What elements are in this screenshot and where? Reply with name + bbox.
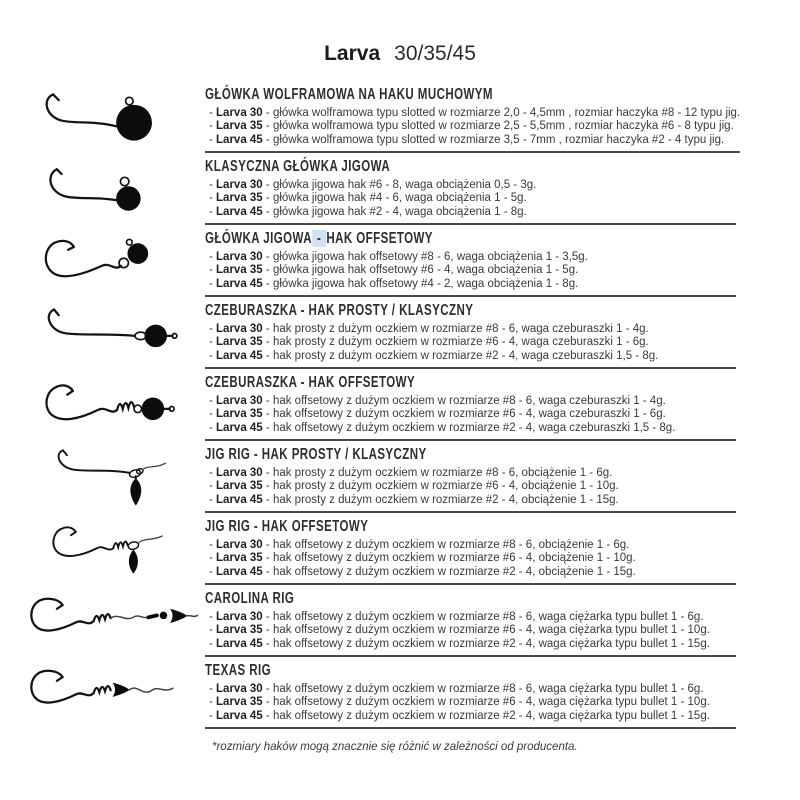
jig-head-offset-hook-illustration <box>0 226 205 298</box>
section-content <box>205 154 736 226</box>
wire-loop-icon <box>172 334 177 339</box>
classic-jig-head-icon <box>23 156 183 224</box>
hook-barb-icon <box>57 677 63 681</box>
model-desc: - hak offsetowy z dużym oczkiem w rozmiarze #6 - 4, waga ciężarka typu bullet 1 - 10g. <box>262 624 710 637</box>
carolina-rig-icon <box>9 589 201 655</box>
model-name: Larva 45 <box>216 349 263 362</box>
texas-rig-illustration <box>0 658 205 730</box>
model-desc: - hak offsetowy z dużym oczkiem w rozmiarze #6 - 4, obciążenie 1 - 10g. <box>262 552 636 565</box>
section-content <box>205 658 736 730</box>
leader-line-icon <box>142 463 165 469</box>
spring-coil-icon <box>94 686 111 693</box>
spec-line: - Larva 45 - hak prosty z dużym oczkiem w rozmiarze #2 - 4, obciążenie 1 - 15g. <box>209 493 619 506</box>
footnote: *rozmiary haków mogą znacznie się różnić w zależności od producenta. <box>212 741 578 753</box>
section-header: CAROLINA RIG <box>205 590 295 607</box>
model-desc: - główka jigowa hak offsetowy #4 - 2, waga obciążenia 1 - 8g. <box>262 277 579 290</box>
hook-barb-icon <box>56 169 61 174</box>
model-desc: - hak offsetowy z dużym oczkiem w rozmiarze #8 - 6, waga ciężarka typu bullet 1 - 6g. <box>262 611 704 623</box>
leader-line-icon <box>139 536 162 542</box>
section-header: GŁÓWKA JIGOWA - HAK OFFSETOWY <box>205 230 433 247</box>
spec-line: - Larva 35 - hak offsetowy z dużym oczkiem w rozmiarze #6 - 4, waga ciężarka typu bullet 1 - 10g. <box>209 624 710 637</box>
model-name: Larva 30 <box>216 611 263 623</box>
highlighted-dash: - <box>313 230 325 247</box>
model-name: Larva 45 <box>216 205 263 218</box>
page-title <box>0 0 800 70</box>
hook-barb-icon <box>67 391 73 395</box>
jig-rig-offset-hook-icon <box>23 516 183 584</box>
section-content <box>205 370 736 442</box>
wire-loop-icon <box>169 406 174 411</box>
offset-hook-icon <box>46 385 117 419</box>
section-content <box>205 82 740 154</box>
model-name: Larva 30 <box>216 467 263 479</box>
jig-rig-straight-hook-icon <box>23 444 183 512</box>
model-name: Larva 35 <box>216 408 263 421</box>
section-header: GŁÓWKA WOLFRAMOWA NA HAKU MUCHOWYM <box>205 86 493 103</box>
jig-ball-icon <box>116 186 140 210</box>
model-name: Larva 35 <box>216 264 263 277</box>
spec-line: - Larva 30 - główka jigowa hak offsetowy #8 - 6, waga obciążenia 1 - 3,5g. <box>209 251 588 263</box>
spec-line: - Larva 30 - hak prosty z dużym oczkiem w rozmiarze #8 - 6, obciążenie 1 - 6g. <box>209 467 613 479</box>
bead-icon <box>160 612 168 620</box>
section-content <box>205 586 736 658</box>
model-name: Larva 45 <box>216 637 263 650</box>
section-klasyczna-glowka <box>0 154 800 226</box>
model-name: Larva 30 <box>216 539 263 551</box>
model-desc: - główka jigowa hak #4 - 6, waga obciążenia 1 - 5g. <box>262 192 527 205</box>
drop-weight-icon <box>130 478 141 505</box>
bullet-weight-icon <box>113 683 130 697</box>
model-name: Larva 45 <box>216 133 263 146</box>
section-czeburaszka-prosty <box>0 298 800 370</box>
spec-line: - Larva 45 - hak offsetowy z dużym oczkiem w rozmiarze #2 - 4, waga czeburaszki 1,5 - 8g. <box>209 421 676 434</box>
jig-head-offset-hook-icon <box>23 228 183 296</box>
section-content <box>205 514 736 586</box>
model-name: Larva 35 <box>216 120 263 133</box>
model-name: Larva 35 <box>216 624 263 637</box>
cheburashka-ball-icon <box>141 398 164 421</box>
section-divider <box>205 727 736 730</box>
section-content <box>205 226 736 298</box>
model-name: Larva 30 <box>216 395 263 407</box>
model-desc: - główka jigowa hak offsetowy #8 - 6, waga obciążenia 1 - 3,5g. <box>262 251 588 263</box>
model-desc: - hak offsetowy z dużym oczkiem w rozmiarze #6 - 4, waga czeburaszki 1 - 6g. <box>262 408 666 421</box>
tungsten-fly-hook-icon <box>23 84 183 152</box>
section-glowka-wolframowa <box>0 82 800 154</box>
drop-weight-icon <box>128 550 137 574</box>
section-czeburaszka-offset <box>0 370 800 442</box>
section-jigrig-offset <box>0 514 800 586</box>
snap-icon <box>127 541 139 551</box>
bullet-weight-icon <box>170 609 187 623</box>
model-name: Larva 35 <box>216 192 263 205</box>
spring-coil-icon <box>113 541 127 548</box>
section-texas-rig <box>0 658 800 730</box>
spring-coil-icon <box>117 402 134 410</box>
cheburashka-offset-hook-icon <box>23 372 183 440</box>
rig-sections <box>0 82 800 730</box>
spec-line: - Larva 45 - główka jigowa hak offsetowy #4 - 2, waga obciążenia 1 - 8g. <box>209 277 579 290</box>
cheburashka-ball-icon <box>144 325 167 348</box>
model-desc: - hak offsetowy z dużym oczkiem w rozmiarze #8 - 6, waga ciężarka typu bullet 1 - 6g. <box>262 683 704 695</box>
model-desc: - hak prosty z dużym oczkiem w rozmiarze #8 - 6, waga czeburaszki 1 - 4g. <box>262 323 649 335</box>
spec-line: - Larva 35 - hak offsetowy z dużym oczkiem w rozmiarze #6 - 4, waga czeburaszki 1 - 6g. <box>209 408 666 421</box>
hook-eye-icon <box>120 177 128 185</box>
model-name: Larva 30 <box>216 251 263 263</box>
section-header: KLASYCZNA GŁÓWKA JIGOWA <box>205 158 391 175</box>
cheburashka-straight-hook-illustration <box>0 298 205 370</box>
hook-barb-icon <box>63 450 67 455</box>
jig-rig-offset-hook-illustration <box>0 514 205 586</box>
model-desc: - hak prosty z dużym oczkiem w rozmiarze #2 - 4, waga czeburaszki 1,5 - 8g. <box>262 349 659 362</box>
offset-hook-icon <box>45 241 120 276</box>
cheburashka-offset-hook-illustration <box>0 370 205 442</box>
spec-line: - Larva 45 - główka wolframowa typu slotted w rozmiarze 3,5 - 7mm , rozmiar haczyka #2 - 4 typu jig. <box>209 133 725 146</box>
spec-line: - Larva 45 - hak offsetowy z dużym oczkiem w rozmiarze #2 - 4, waga ciężarka typu bullet 1 - 15g. <box>209 709 710 722</box>
offset-hook-icon <box>31 599 93 631</box>
model-name: Larva 30 <box>216 323 263 335</box>
spec-line: - Larva 35 - główka wolframowa typu slotted w rozmiarze 2,5 - 5,5mm , rozmiar haczyka #6 - 8 typu jig. <box>209 120 734 133</box>
model-name: Larva 45 <box>216 709 263 722</box>
model-name: Larva 35 <box>216 696 263 709</box>
spec-line: - Larva 45 - hak prosty z dużym oczkiem w rozmiarze #2 - 4, waga czeburaszki 1,5 - 8g. <box>209 349 659 362</box>
texas-rig-icon <box>9 661 201 727</box>
hook-shank-icon <box>48 310 133 336</box>
section-glowka-jigowa-offset <box>0 226 800 298</box>
spec-line: - Larva 30 - główka jigowa hak #6 - 8, waga obciążenia 0,5 - 3g. <box>209 179 537 191</box>
spec-line: - Larva 30 - hak prosty z dużym oczkiem w rozmiarze #8 - 6, waga czeburaszki 1 - 4g. <box>209 323 649 335</box>
model-name: Larva 35 <box>216 552 263 565</box>
spec-line: - Larva 30 - hak offsetowy z dużym oczkiem w rozmiarze #8 - 6, waga czeburaszki 1 - 4g. <box>209 395 666 407</box>
brand-name: Larva <box>324 42 381 65</box>
model-desc: - główka wolframowa typu slotted w rozmiarze 2,0 - 4,5mm , rozmiar haczyka #8 - 12 typu jig. <box>262 107 741 119</box>
model-desc: - główka wolframowa typu slotted w rozmiarze 3,5 - 7mm , rozmiar haczyka #2 - 4 typu jig. <box>262 133 725 146</box>
cheburashka-straight-hook-icon <box>23 300 183 368</box>
model-desc: - hak prosty z dużym oczkiem w rozmiarze #6 - 4, obciążenie 1 - 10g. <box>262 480 619 493</box>
model-name: Larva 30 <box>216 683 263 695</box>
section-carolina-rig <box>0 586 800 658</box>
section-content <box>205 298 736 370</box>
main-line-icon <box>130 688 173 692</box>
model-desc: - hak offsetowy z dużym oczkiem w rozmiarze #2 - 4, waga ciężarka typu bullet 1 - 15g. <box>262 709 710 722</box>
classic-jig-head-illustration <box>0 154 205 226</box>
hook-eye-icon <box>125 97 133 105</box>
model-desc: - hak offsetowy z dużym oczkiem w rozmiarze #8 - 6, waga czeburaszki 1 - 4g. <box>262 395 666 407</box>
model-desc: - hak offsetowy z dużym oczkiem w rozmiarze #2 - 4, waga ciężarka typu bullet 1 - 15g. <box>262 637 710 650</box>
spec-line: - Larva 30 - hak offsetowy z dużym oczkiem w rozmiarze #8 - 6, waga ciężarka typu bullet 1 - 6g. <box>209 683 704 695</box>
leader-line-icon <box>111 616 149 619</box>
spec-line: - Larva 45 - główka jigowa hak #2 - 4, waga obciążenia 1 - 8g. <box>209 205 527 218</box>
model-desc: - hak prosty z dużym oczkiem w rozmiarze #6 - 4, waga czeburaszki 1 - 6g. <box>262 336 649 349</box>
section-header: JIG RIG - HAK OFFSETOWY <box>205 518 369 535</box>
spec-line: - Larva 30 - hak offsetowy z dużym oczkiem w rozmiarze #8 - 6, waga ciężarka typu bullet 1 - 6g. <box>209 611 704 623</box>
hook-barb-icon <box>57 605 63 609</box>
hook-barb-icon <box>68 247 74 250</box>
model-desc: - główka wolframowa typu slotted w rozmiarze 2,5 - 5,5mm , rozmiar haczyka #6 - 8 typu jig. <box>262 120 734 133</box>
model-name: Larva 30 <box>216 179 263 191</box>
model-name: Larva 45 <box>216 421 263 434</box>
section-header: JIG RIG - HAK PROSTY / KLASYCZNY <box>205 446 427 463</box>
spec-line: - Larva 30 - główka wolframowa typu slotted w rozmiarze 2,0 - 4,5mm , rozmiar haczyka #8 - 12 typu jig. <box>209 107 741 119</box>
jig-ball-icon <box>127 243 148 264</box>
model-name: Larva 35 <box>216 480 263 493</box>
model-desc: - hak offsetowy z dużym oczkiem w rozmiarze #6 - 4, waga ciężarka typu bullet 1 - 10g. <box>262 696 710 709</box>
tungsten-bead-fly-hook-illustration <box>0 82 205 154</box>
spec-line: - Larva 45 - hak offsetowy z dużym oczkiem w rozmiarze #2 - 4, obciążenie 1 - 15g. <box>209 565 636 578</box>
section-jigrig-prosty <box>0 442 800 514</box>
spec-line: - Larva 30 - hak offsetowy z dużym oczkiem w rozmiarze #8 - 6, obciążenie 1 - 6g. <box>209 539 630 551</box>
section-content <box>205 442 736 514</box>
model-name: Larva 30 <box>216 107 263 119</box>
tungsten-bead-icon <box>116 105 152 141</box>
model-desc: - główka jigowa hak #6 - 8, waga obciążenia 0,5 - 3g. <box>262 179 537 191</box>
spec-line: - Larva 35 - główka jigowa hak offsetowy #6 - 4, waga obciążenia 1 - 5g. <box>209 264 579 277</box>
model-desc: - hak offsetowy z dużym oczkiem w rozmiarze #2 - 4, obciążenie 1 - 15g. <box>262 565 636 578</box>
model-desc: - główka jigowa hak #2 - 4, waga obciążenia 1 - 8g. <box>262 205 527 218</box>
spec-line: - Larva 35 - hak offsetowy z dużym oczkiem w rozmiarze #6 - 4, obciążenie 1 - 10g. <box>209 552 636 565</box>
model-desc: - główka jigowa hak offsetowy #6 - 4, waga obciążenia 1 - 5g. <box>262 264 579 277</box>
hook-barb-icon <box>54 310 59 316</box>
model-name: Larva 45 <box>216 493 263 506</box>
spec-line: - Larva 35 - hak prosty z dużym oczkiem w rozmiarze #6 - 4, waga czeburaszki 1 - 6g. <box>209 336 649 349</box>
main-line-icon <box>187 615 197 616</box>
bead-eye-icon <box>126 239 132 245</box>
model-desc: - hak prosty z dużym oczkiem w rozmiarze #8 - 6, obciążenie 1 - 6g. <box>262 467 613 479</box>
carolina-rig-illustration <box>0 586 205 658</box>
model-name: Larva 45 <box>216 277 263 290</box>
section-header: TEXAS RIG <box>205 662 271 679</box>
model-sizes: 30/35/45 <box>394 42 476 65</box>
swivel-icon <box>148 615 156 617</box>
model-desc: - hak offsetowy z dużym oczkiem w rozmiarze #8 - 6, obciążenie 1 - 6g. <box>262 539 630 551</box>
spring-coil-icon <box>94 614 111 621</box>
jig-rig-straight-hook-illustration <box>0 442 205 514</box>
section-header: CZEBURASZKA - HAK PROSTY / KLASYCZNY <box>205 302 474 319</box>
model-desc: - hak offsetowy z dużym oczkiem w rozmiarze #2 - 4, waga czeburaszki 1,5 - 8g. <box>262 421 676 434</box>
spec-line: - Larva 35 - hak offsetowy z dużym oczkiem w rozmiarze #6 - 4, waga ciężarka typu bullet 1 - 10g. <box>209 696 710 709</box>
offset-hook-icon <box>53 527 113 556</box>
hook-barb-icon <box>53 94 59 100</box>
spec-line: - Larva 35 - hak prosty z dużym oczkiem w rozmiarze #6 - 4, obciążenie 1 - 10g. <box>209 480 619 493</box>
section-header: CZEBURASZKA - HAK OFFSETOWY <box>205 374 416 391</box>
model-desc: - hak prosty z dużym oczkiem w rozmiarze #2 - 4, obciążenie 1 - 15g. <box>262 493 619 506</box>
hook-shank-icon <box>58 450 129 472</box>
model-name: Larva 45 <box>216 565 263 578</box>
spec-line: - Larva 35 - główka jigowa hak #4 - 6, waga obciążenia 1 - 5g. <box>209 192 527 205</box>
hook-barb-icon <box>71 532 76 535</box>
model-name: Larva 35 <box>216 336 263 349</box>
offset-hook-icon <box>31 671 93 703</box>
clip-icon <box>134 405 142 413</box>
spec-line: - Larva 45 - hak offsetowy z dużym oczkiem w rozmiarze #2 - 4, waga ciężarka typu bullet 1 - 15g. <box>209 637 710 650</box>
